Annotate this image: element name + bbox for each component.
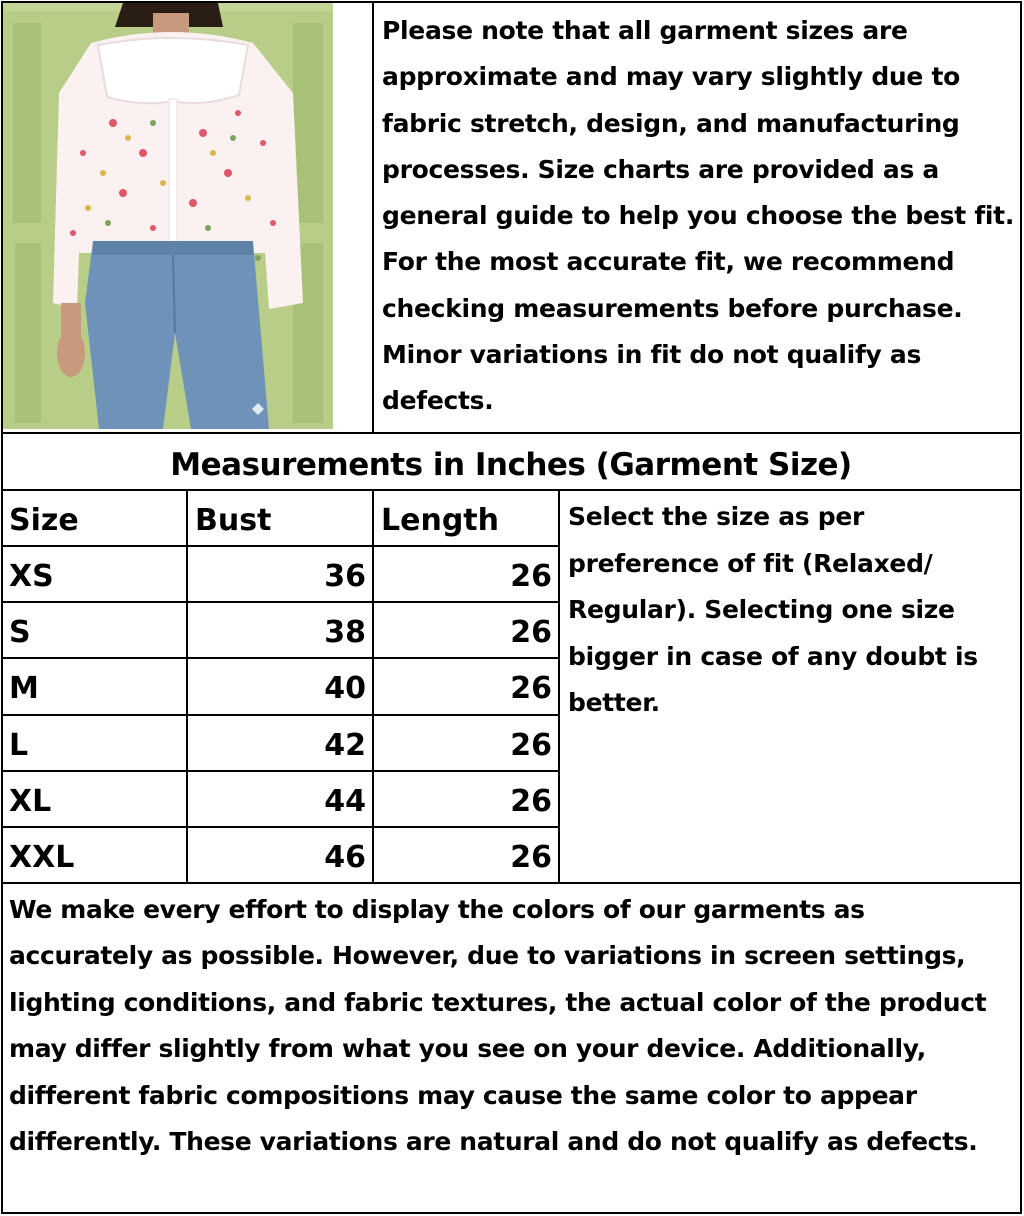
divider — [372, 3, 374, 433]
bust-cell: 42 — [324, 728, 366, 763]
product-photo — [3, 3, 333, 429]
length-cell: 26 — [510, 615, 552, 650]
length-cell: 26 — [510, 840, 552, 875]
bust-cell: 40 — [324, 671, 366, 706]
bust-cell: 44 — [324, 784, 366, 819]
divider — [372, 490, 374, 883]
header-length: Length — [381, 503, 499, 538]
header-bust: Bust — [195, 503, 272, 538]
divider — [558, 490, 560, 883]
length-cell: 26 — [510, 728, 552, 763]
divider — [3, 432, 1021, 434]
length-cell: 26 — [510, 559, 552, 594]
size-cell: S — [9, 615, 31, 650]
size-cell: XS — [9, 559, 54, 594]
fit-recommendation: Select the size as per preference of fit (Relaxed/ Regular). Selecting one size bigger in case of any doubt is better. — [568, 502, 978, 717]
header-size: Size — [9, 503, 79, 538]
color-disclaimer: We make every effort to display the colors of our garments as accurately as possible. However, due to variations in screen settings, lighting conditions, and fabric textures, the actual color of the product may differ slightly from what you see on your device. Additionally, different fabric compositions may cause the same color to appear differently. These variations are natural and do not qualify as defects. — [9, 895, 987, 1157]
size-cell: XXL — [9, 840, 75, 875]
bust-cell: 38 — [324, 615, 366, 650]
model-in-floral-blouse-image — [3, 3, 333, 429]
bust-cell: 36 — [324, 559, 366, 594]
divider — [186, 490, 188, 883]
bust-cell: 46 — [324, 840, 366, 875]
size-cell: XL — [9, 784, 52, 819]
table-title: Measurements in Inches (Garment Size) — [170, 447, 852, 483]
size-disclaimer: Please note that all garment sizes are approximate and may vary slightly due to fabric stretch, design, and manufacturing processes. Size charts are provided as a general guide to help you choose the best fit. For the most accurate fit, we recommend checking measurements before purchase. Minor variations in fit do not qualify as defects. — [382, 16, 1015, 416]
size-cell: L — [9, 728, 29, 763]
length-cell: 26 — [510, 671, 552, 706]
size-cell: M — [9, 671, 39, 706]
length-cell: 26 — [510, 784, 552, 819]
